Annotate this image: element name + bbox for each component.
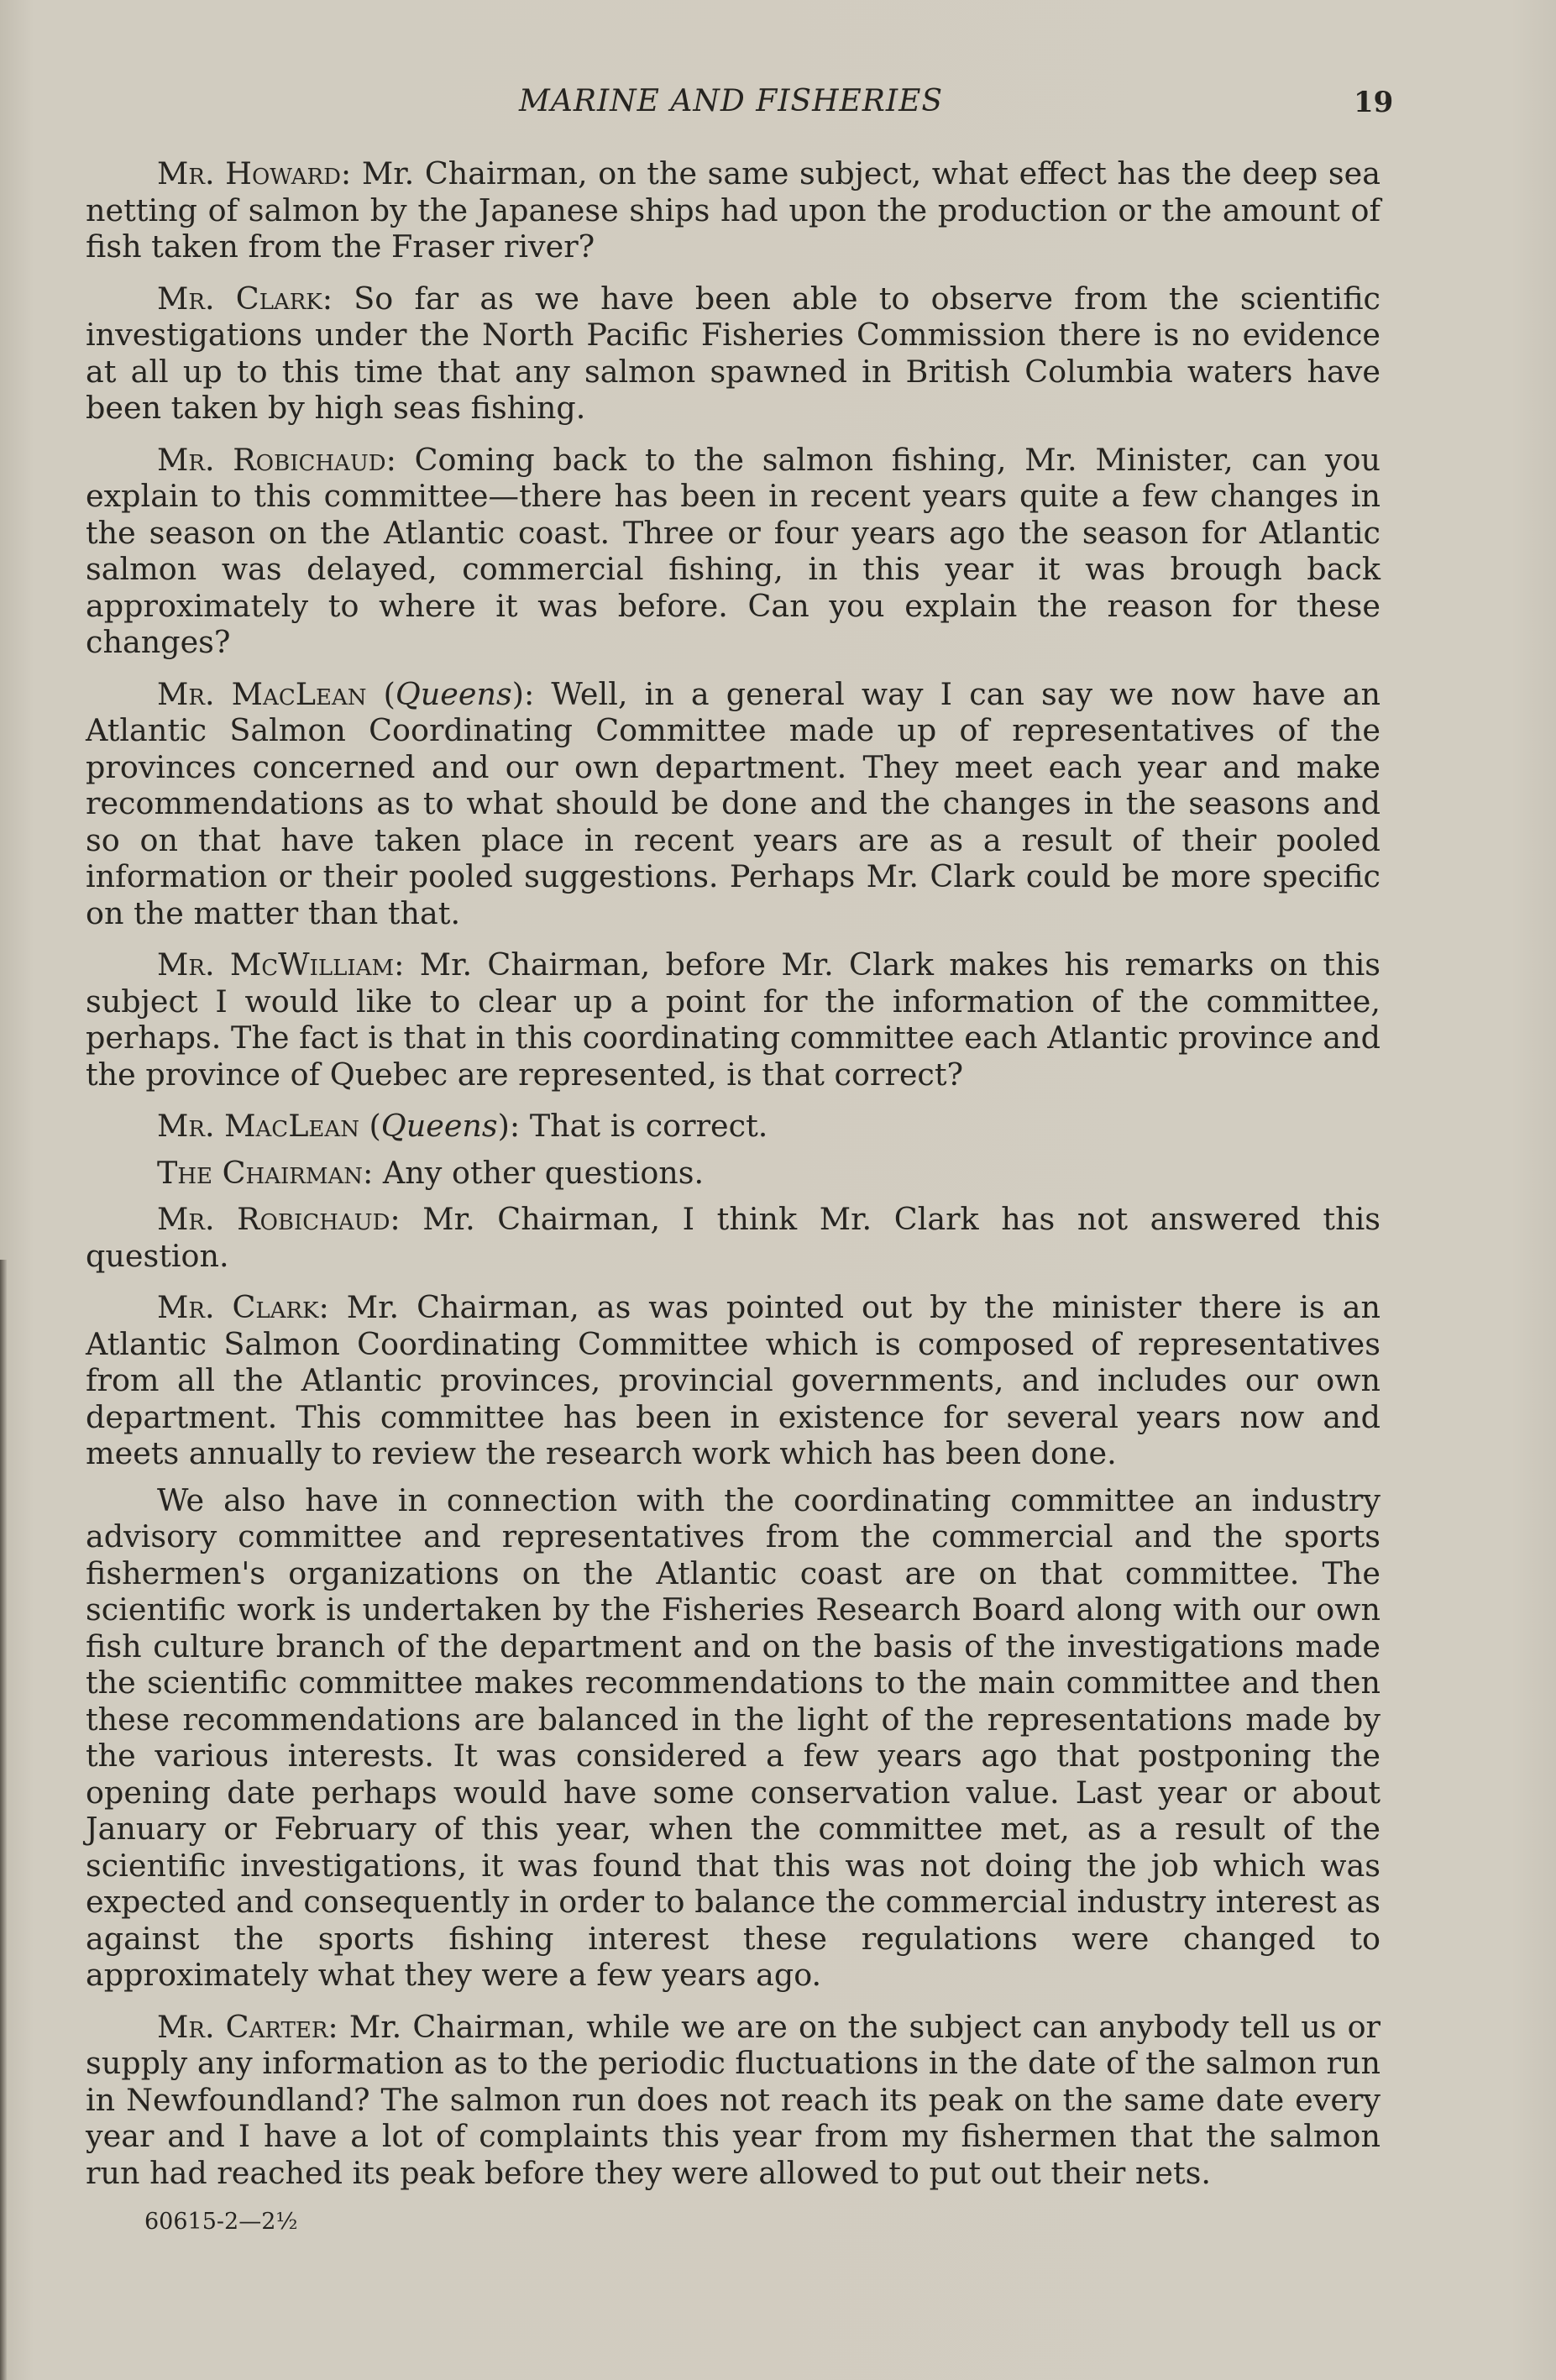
speaker-name: Mr. Carter bbox=[157, 2008, 328, 2045]
paragraph-maclean-reply: Mr. MacLean (Queens): That is correct. bbox=[157, 1108, 768, 1144]
speaker-name: Mr. Clark bbox=[157, 1289, 319, 1325]
paragraph-maclean: Mr. MacLean (Queens): Well, in a general way I can say we now have an Atlantic Salmon Coordinating Committee made up of representatives of the provinces concerned and our own department. They meet each year and make recommendations as to what should be done and the changes in the seasons and so on that have taken place in recent years are as a result of their pooled information or their pooled suggestions. Perhaps Mr. Clark could be more specific on the matter than that. bbox=[86, 675, 1380, 931]
speaker-constituency: Queens bbox=[395, 675, 512, 712]
paragraph-howard bbox=[86, 155, 1380, 265]
speaker-name: Mr. Robichaud bbox=[157, 1201, 390, 1237]
paragraph-robichaud-followup bbox=[86, 1201, 1380, 1274]
paragraph-text: : So far as we have been able to observe from the scientific investigations under the North Pacific Fisheries Commission there is no evidence at all up to this time that any salmon spawned in British Columbia waters have been taken by high seas fishing. bbox=[86, 280, 1380, 426]
paragraph-robichaud bbox=[86, 442, 1380, 661]
speaker-name: Mr. Howard bbox=[157, 155, 341, 191]
paragraph-carter bbox=[86, 2009, 1380, 2192]
paragraph-text: : Mr. Chairman, before Mr. Clark makes his remarks on this subject I would like to clear up a point for the information of the committee, perhaps. The fact is that in this coordinating committee each Atlantic province and the province of Quebec are represented, is that correct? bbox=[86, 946, 1380, 1093]
paragraph-clark-continued bbox=[86, 1482, 1380, 1994]
paragraph-mcwilliam bbox=[86, 946, 1380, 1093]
paragraph-text: : Any other questions. bbox=[362, 1154, 705, 1191]
page-number: 19 bbox=[1354, 86, 1394, 119]
printer-signature-mark: 60615-2—2½ bbox=[144, 2209, 298, 2235]
paragraph-chairman bbox=[86, 1155, 1380, 1192]
running-title: MARINE AND FISHERIES bbox=[519, 84, 944, 118]
paragraph-text: : Well, in a general way I can say we now have an Atlantic Salmon Coordinating Committee made up of representatives of the provinces concerned and our own department. They meet each year and make recommendations as to what should be done and the changes in the seasons and so on that have taken place in recent years are as a result of their pooled information or their pooled suggestions. Perhaps Mr. Clark could be more specific on the matter than that. bbox=[86, 675, 1380, 931]
paragraph-clark bbox=[86, 280, 1380, 427]
paragraph-text: We also have in connection with the coordinating committee an industry advisory committee and representatives from the commercial and the sports fishermen's organizations on the Atlantic coast are on that committee. The scientific work is undertaken by the Fisheries Research Board along with our own fish culture branch of the department and on the basis of the investigations made the scientific committee makes recommendations to the main committee and then these recommendations are balanced in the light of the representations made by the various interests. It was considered a few years ago that postponing the opening date perhaps would have some conservation value. Last year or about January or February of this year, when the committee met, as a result of the scientific investigations, it was found that this was not doing the job which was expected and consequently in order to balance the commercial industry interest as against the sports fishing interest these regulations were changed to approximately what they were a few years ago. bbox=[86, 1481, 1380, 1993]
speaker-name: Mr. Robichaud bbox=[157, 441, 386, 478]
transcript-body bbox=[86, 155, 1380, 2206]
speaker-name: The Chairman bbox=[157, 1154, 363, 1191]
paragraph-text: : Mr. Chairman, on the same subject, what effect has the deep sea netting of salmon by the Japanese ships had upon the production or the amount of fish taken from the Fraser river? bbox=[86, 155, 1380, 265]
speaker-constituency: Queens bbox=[380, 1108, 498, 1144]
binding-edge bbox=[0, 1260, 7, 2380]
speaker-name: Mr. MacLean bbox=[157, 675, 367, 712]
paragraph-text: : Mr. Chairman, while we are on the subject can anybody tell us or supply any information as to the periodic fluctuations in the date of the salmon run in Newfoundland? The salmon run does not reach its peak on the same date every year and I have a lot of complaints this year from my fishermen that the salmon run had reached its peak before they were allowed to put out their nets. bbox=[86, 2008, 1380, 2191]
speaker-name: Mr. Clark bbox=[157, 280, 322, 317]
paragraph-text: : Mr. Chairman, I think Mr. Clark has not answered this question. bbox=[86, 1201, 1380, 1274]
paragraph-clark-answer bbox=[86, 1289, 1380, 1472]
paragraph-text: : That is correct. bbox=[509, 1108, 768, 1144]
speaker-name: Mr. MacLean bbox=[157, 1108, 359, 1144]
speaker-name: Mr. McWilliam bbox=[157, 946, 395, 983]
page-header bbox=[0, 84, 1556, 126]
paragraph-text: : Coming back to the salmon fishing, Mr. Minister, can you explain to this committee—there has been in recent years quite a few changes in the season on the Atlantic coast. Three or four years ago the season for Atlantic salmon was delayed, commercial fishing, in this year it was brough back approximately to where it was before. Can you explain the reason for these changes? bbox=[86, 441, 1380, 660]
paragraph-text: : Mr. Chairman, as was pointed out by the minister there is an Atlantic Salmon Coordinating Committee which is composed of representatives from all the Atlantic provinces, provincial governments, and includes our own department. This committee has been in existence for several years now and meets annually to review the research work which has been done. bbox=[86, 1289, 1380, 1471]
